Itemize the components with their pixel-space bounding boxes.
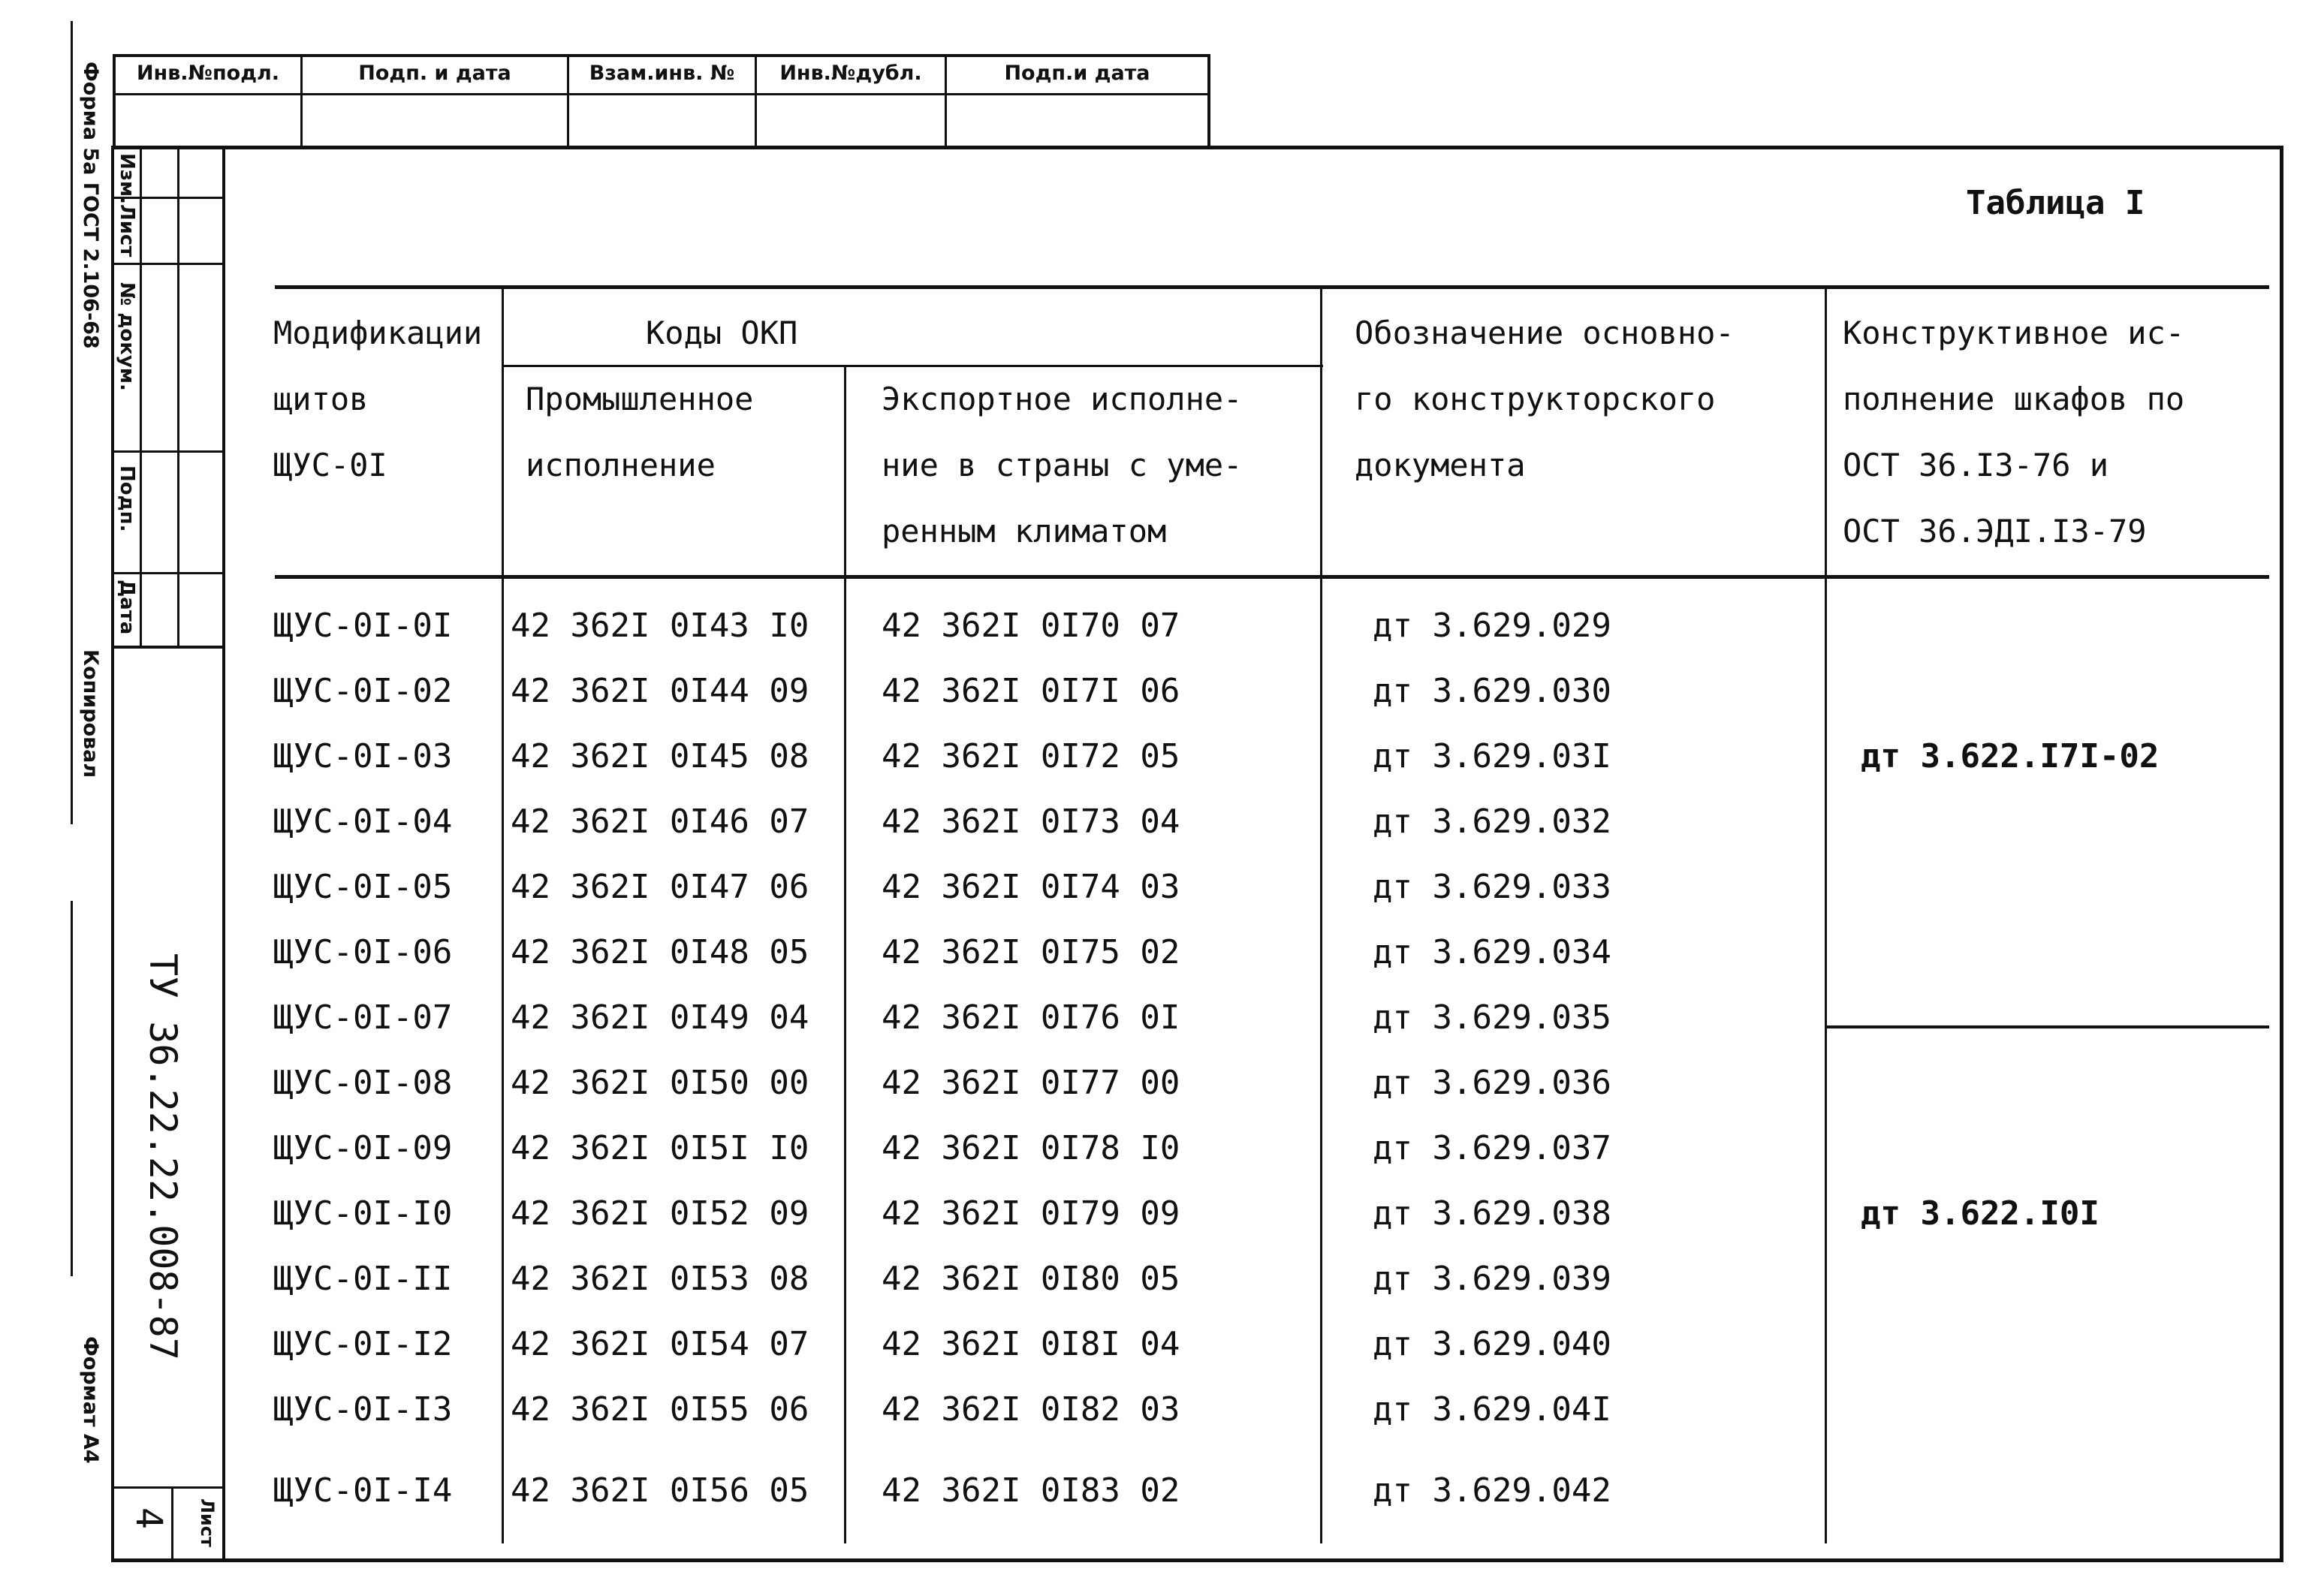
cell-designation: дт 3.629.04I — [1373, 1390, 1611, 1429]
doc-code: ТУ 36.22.22.008-87 — [141, 953, 185, 1360]
cell-industrial-code: 42 362I 0I56 05 — [511, 1471, 809, 1510]
header-construction-line-4: ОСТ 36.ЭДI.I3-79 — [1843, 513, 2147, 550]
sheet-label: Лист — [197, 1498, 218, 1547]
cell-designation: дт 3.629.042 — [1373, 1471, 1611, 1510]
cell-modification: ЩУС-0I-08 — [273, 1064, 453, 1102]
header-modification-line-2: щитов — [273, 381, 369, 417]
header-industrial-line-2: исполнение — [526, 447, 716, 483]
cell-designation: дт 3.629.029 — [1373, 607, 1611, 645]
cell-designation: дт 3.629.032 — [1373, 803, 1611, 841]
rev-col-change: Изм. — [116, 153, 138, 204]
cell-modification: ЩУС-0I-06 — [273, 933, 453, 971]
cell-modification: ЩУС-0I-07 — [273, 998, 453, 1037]
page-number: 4 — [128, 1507, 170, 1529]
form-label: Форма 5а ГОСТ 2.106-68 — [79, 62, 102, 349]
header-okp-codes: Коды ОКП — [646, 315, 798, 351]
cell-designation: дт 3.629.037 — [1373, 1129, 1611, 1167]
cell-industrial-code: 42 362I 0I5I I0 — [511, 1129, 809, 1167]
cell-designation: дт 3.629.038 — [1373, 1194, 1611, 1233]
cell-export-code: 42 362I 0I74 03 — [882, 868, 1180, 906]
header-export-line-2: ние в страны с уме- — [882, 447, 1243, 483]
cell-modification: ЩУС-0I-I0 — [273, 1194, 453, 1233]
cell-modification: ЩУС-0I-02 — [273, 672, 453, 710]
cell-designation: дт 3.629.040 — [1373, 1325, 1611, 1363]
cell-designation: дт 3.629.035 — [1373, 998, 1611, 1037]
cell-designation: дт 3.629.039 — [1373, 1260, 1611, 1298]
cell-modification: ЩУС-0I-0I — [273, 607, 453, 645]
header-construction-line-2: полнение шкафов по — [1843, 381, 2185, 417]
header-construction-line-1: Конструктивное ис- — [1843, 315, 2185, 351]
cell-modification: ЩУС-0I-I4 — [273, 1471, 453, 1510]
cell-designation: дт 3.629.03I — [1373, 737, 1611, 775]
header-industrial-line-1: Промышленное — [526, 381, 754, 417]
cell-industrial-code: 42 362I 0I55 06 — [511, 1390, 809, 1429]
stamp-col-replaced-inv: Взам.инв. № — [589, 62, 735, 85]
cell-export-code: 42 362I 0I76 0I — [882, 998, 1180, 1037]
rev-col-sheet: Лист — [116, 204, 138, 257]
header-designation-line-3: документа — [1355, 447, 1526, 483]
header-modification-line-3: ЩУС-0I — [273, 447, 387, 483]
cell-industrial-code: 42 362I 0I54 07 — [511, 1325, 809, 1363]
rev-col-sign: Подп. — [116, 465, 138, 532]
cell-industrial-code: 42 362I 0I44 09 — [511, 672, 809, 710]
header-construction-line-3: ОСТ 36.I3-76 и — [1843, 447, 2109, 483]
cell-export-code: 42 362I 0I70 07 — [882, 607, 1180, 645]
cell-export-code: 42 362I 0I80 05 — [882, 1260, 1180, 1298]
cell-modification: ЩУС-0I-03 — [273, 737, 453, 775]
construction-group-1: дт 3.622.I7I-02 — [1861, 737, 2160, 775]
margin-line-upper — [71, 21, 73, 824]
cell-industrial-code: 42 362I 0I50 00 — [511, 1064, 809, 1102]
cell-export-code: 42 362I 0I79 09 — [882, 1194, 1180, 1233]
cell-industrial-code: 42 362I 0I45 08 — [511, 737, 809, 775]
cell-modification: ЩУС-0I-05 — [273, 868, 453, 906]
cell-industrial-code: 42 362I 0I48 05 — [511, 933, 809, 971]
cell-designation: дт 3.629.034 — [1373, 933, 1611, 971]
header-designation-line-2: го конструкторского — [1355, 381, 1716, 417]
stamp-col-inv-dup: Инв.№дубл. — [779, 62, 922, 85]
cell-modification: ЩУС-0I-I2 — [273, 1325, 453, 1363]
cell-designation: дт 3.629.030 — [1373, 672, 1611, 710]
cell-modification: ЩУС-0I-I3 — [273, 1390, 453, 1429]
cell-industrial-code: 42 362I 0I49 04 — [511, 998, 809, 1037]
cell-export-code: 42 362I 0I75 02 — [882, 933, 1180, 971]
cell-export-code: 42 362I 0I82 03 — [882, 1390, 1180, 1429]
cell-modification: ЩУС-0I-04 — [273, 803, 453, 841]
rev-col-date: Дата — [116, 580, 138, 635]
cell-industrial-code: 42 362I 0I46 07 — [511, 803, 809, 841]
rev-col-docnum: № докум. — [116, 282, 138, 391]
cell-industrial-code: 42 362I 0I43 I0 — [511, 607, 809, 645]
cell-export-code: 42 362I 0I73 04 — [882, 803, 1180, 841]
margin-line-lower — [71, 901, 73, 1276]
cell-export-code: 42 362I 0I78 I0 — [882, 1129, 1180, 1167]
cell-industrial-code: 42 362I 0I52 09 — [511, 1194, 809, 1233]
table-caption: Таблица I — [1966, 184, 2145, 222]
format-label: Формат А4 — [79, 1336, 102, 1464]
cell-export-code: 42 362I 0I77 00 — [882, 1064, 1180, 1102]
stamp-col-sign-date-2: Подп.и дата — [1004, 62, 1150, 85]
cell-export-code: 42 362I 0I7I 06 — [882, 672, 1180, 710]
cell-export-code: 42 362I 0I72 05 — [882, 737, 1180, 775]
header-designation-line-1: Обозначение основно- — [1355, 315, 1735, 351]
cell-designation: дт 3.629.033 — [1373, 868, 1611, 906]
header-export-line-3: ренным климатом — [882, 513, 1167, 550]
stamp-col-inv-orig: Инв.№подл. — [136, 62, 280, 85]
cell-export-code: 42 362I 0I8I 04 — [882, 1325, 1180, 1363]
cell-modification: ЩУС-0I-II — [273, 1260, 453, 1298]
construction-group-2: дт 3.622.I0I — [1861, 1194, 2100, 1233]
cell-export-code: 42 362I 0I83 02 — [882, 1471, 1180, 1510]
cell-modification: ЩУС-0I-09 — [273, 1129, 453, 1167]
header-export-line-1: Экспортное исполне- — [882, 381, 1243, 417]
cell-designation: дт 3.629.036 — [1373, 1064, 1611, 1102]
header-modification-line-1: Модификации — [273, 315, 483, 351]
stamp-col-sign-date: Подп. и дата — [358, 62, 511, 85]
cell-industrial-code: 42 362I 0I53 08 — [511, 1260, 809, 1298]
cell-industrial-code: 42 362I 0I47 06 — [511, 868, 809, 906]
copied-label: Копировал — [79, 649, 102, 778]
